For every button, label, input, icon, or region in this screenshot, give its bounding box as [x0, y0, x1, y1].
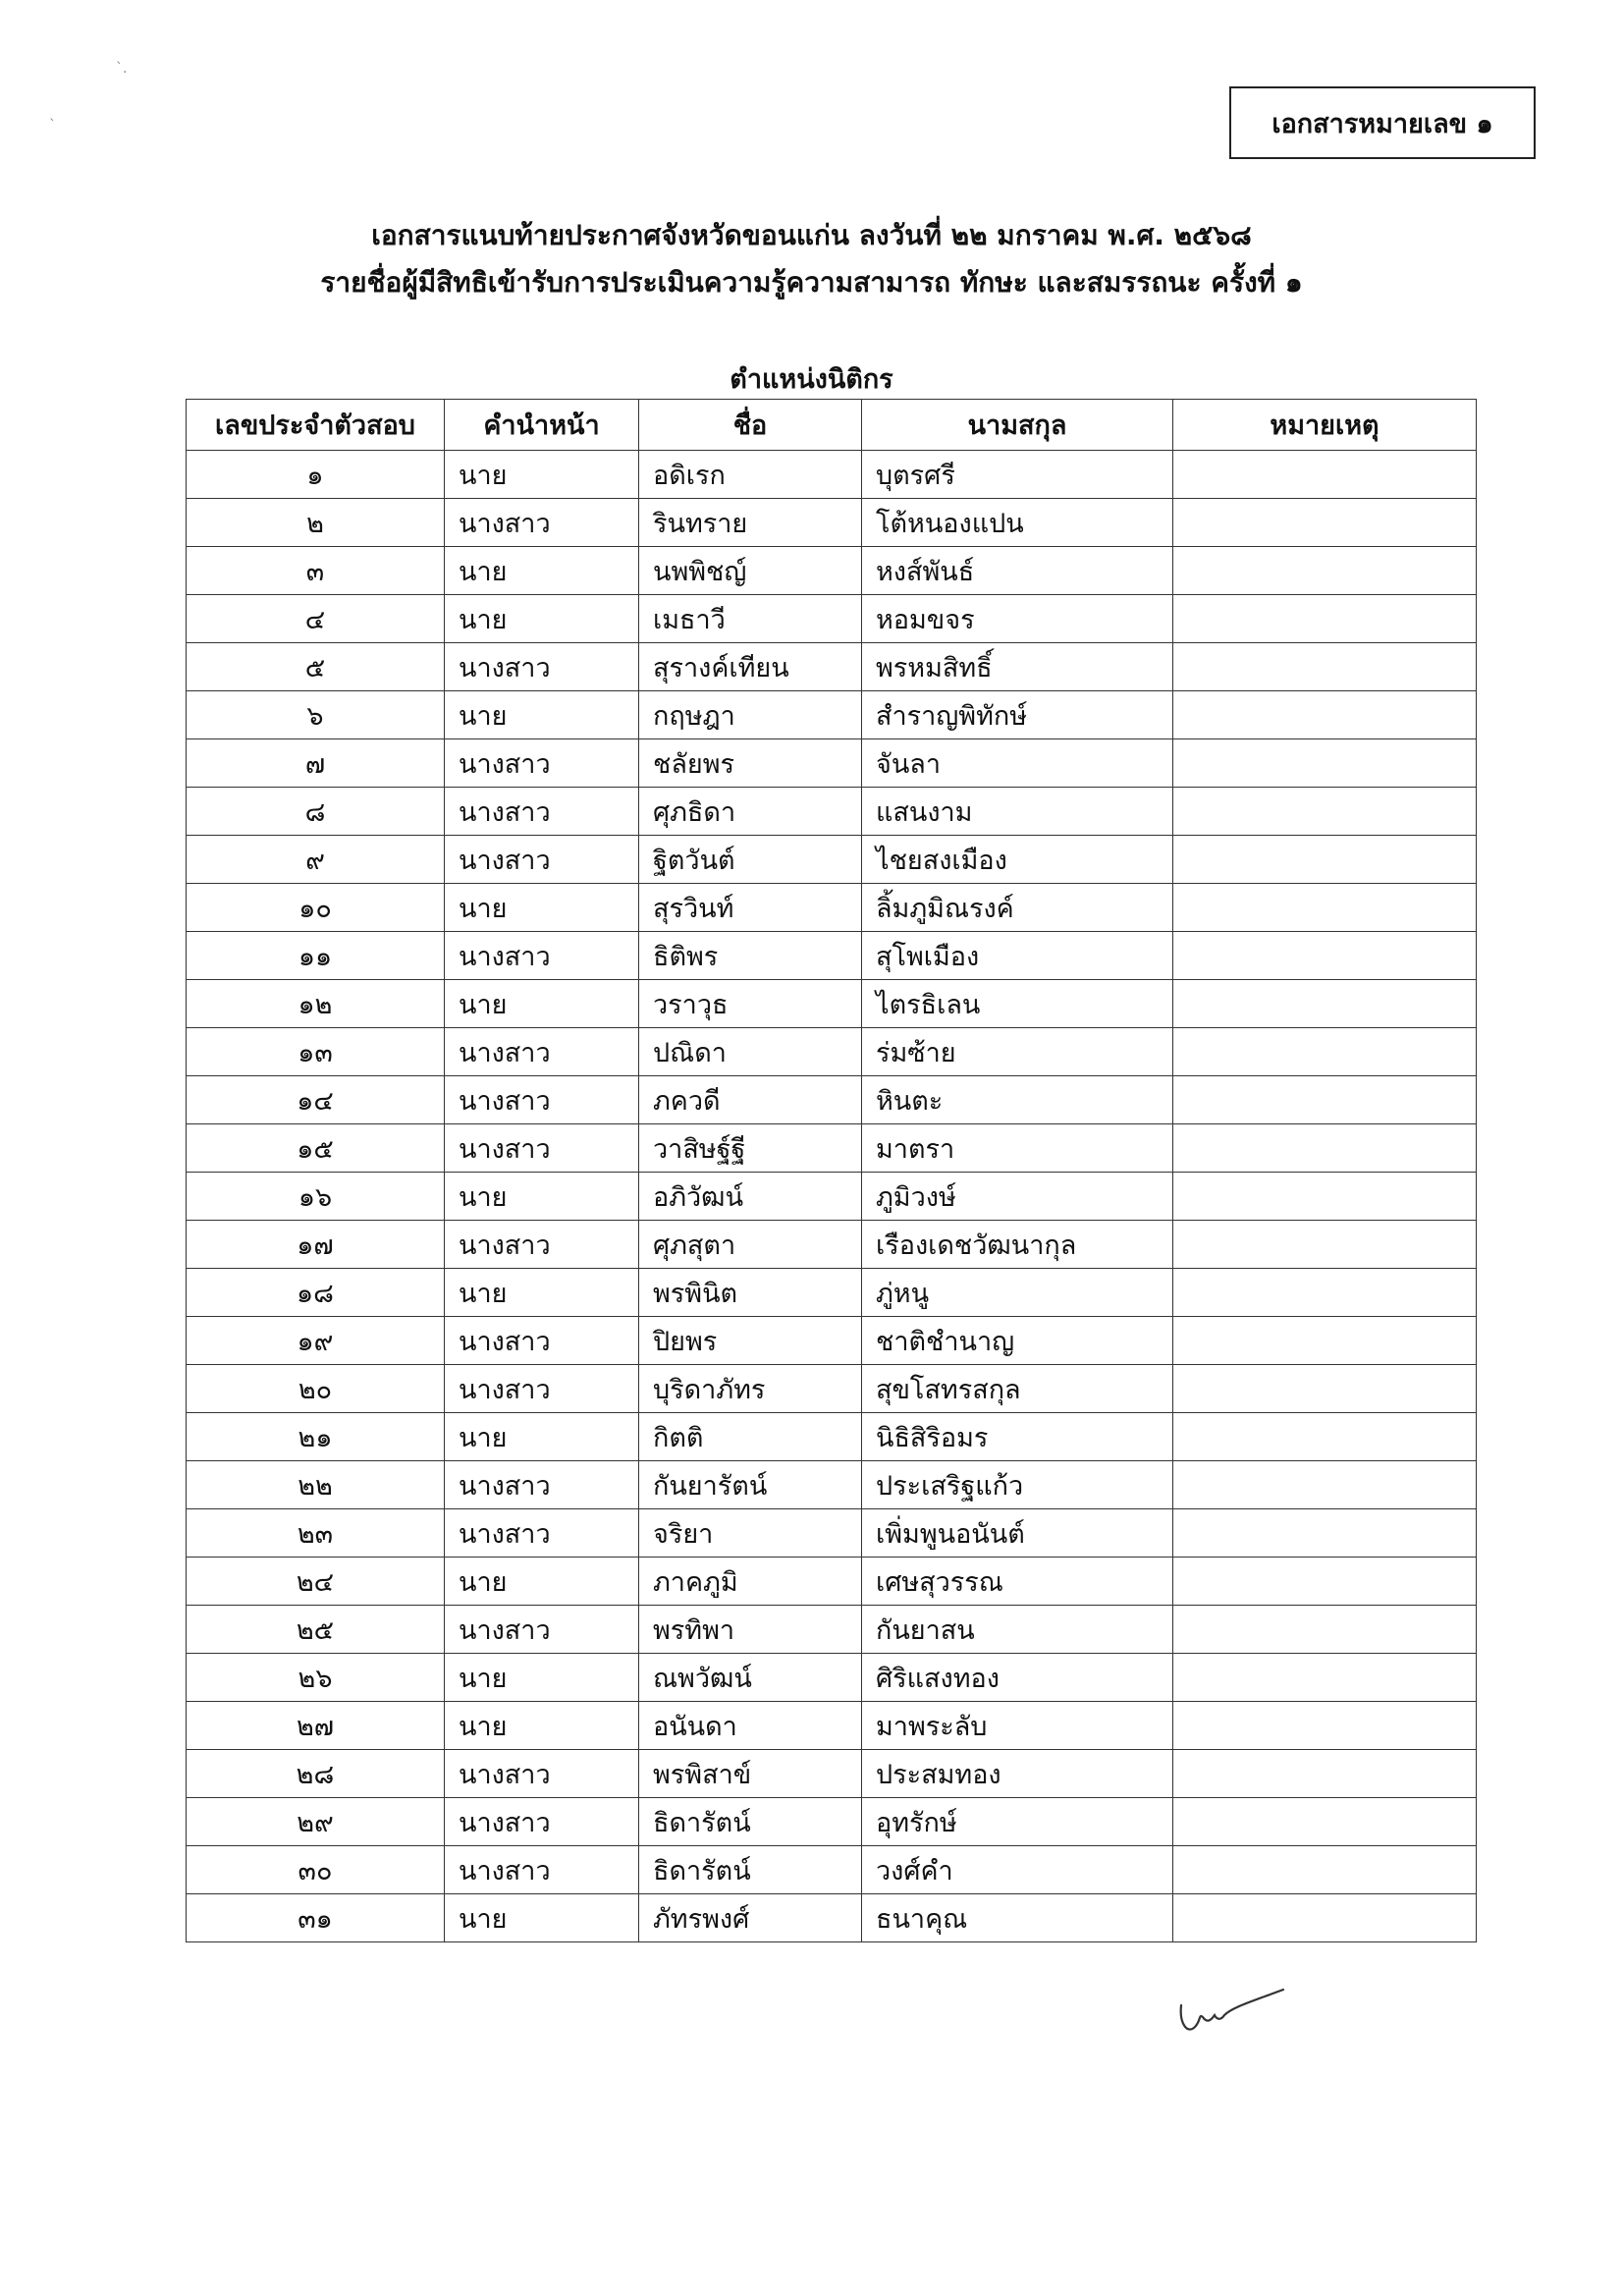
cell-remark — [1173, 1606, 1477, 1654]
cell-remark — [1173, 1221, 1477, 1269]
cell-first-name: ชลัยพร — [639, 739, 862, 788]
cell-last-name: โต้หนองแปน — [862, 499, 1173, 547]
cell-exam-id: ๗ — [187, 739, 445, 788]
cell-prefix: นางสาว — [445, 499, 639, 547]
cell-prefix: นางสาว — [445, 1846, 639, 1894]
cell-prefix: นาย — [445, 1654, 639, 1702]
position-title: ตำแหน่งนิติกร — [730, 364, 893, 395]
table-row — [187, 1702, 1477, 1750]
cell-exam-id: ๒๔ — [187, 1558, 445, 1606]
cell-first-name: พรทิพา — [639, 1606, 862, 1654]
table-row — [187, 1365, 1477, 1413]
cell-exam-id: ๑๐ — [187, 884, 445, 932]
cell-prefix: นางสาว — [445, 1750, 639, 1798]
cell-exam-id: ๙ — [187, 836, 445, 884]
cell-last-name: ไตรธิเลน — [862, 980, 1173, 1028]
cell-last-name: หงส์พันธ์ — [862, 547, 1173, 595]
table-row — [187, 499, 1477, 547]
cell-exam-id: ๕ — [187, 643, 445, 691]
cell-prefix: นางสาว — [445, 1076, 639, 1124]
cell-prefix: นาย — [445, 980, 639, 1028]
cell-first-name: บุริดาภัทร — [639, 1365, 862, 1413]
cell-exam-id: ๒๓ — [187, 1509, 445, 1558]
cell-first-name: ปณิดา — [639, 1028, 862, 1076]
table-row — [187, 1461, 1477, 1509]
table-row — [187, 1750, 1477, 1798]
cell-prefix: นาย — [445, 1894, 639, 1942]
cell-first-name: ภัทรพงศ์ — [639, 1894, 862, 1942]
list-heading: รายชื่อผู้มีสิทธิเข้ารับการประเมินความรู้ความสามารถ ทักษะ และสมรรถนะ ครั้งที่ ๑ — [320, 266, 1303, 299]
table-row — [187, 1413, 1477, 1461]
cell-exam-id: ๑๔ — [187, 1076, 445, 1124]
cell-prefix: นางสาว — [445, 739, 639, 788]
cell-first-name: วราวุธ — [639, 980, 862, 1028]
table-row — [187, 932, 1477, 980]
cell-last-name: ชาติชำนาญ — [862, 1317, 1173, 1365]
table-header-row — [187, 400, 1477, 451]
cell-remark — [1173, 1798, 1477, 1846]
cell-last-name: สุโพเมือง — [862, 932, 1173, 980]
cell-exam-id: ๒๑ — [187, 1413, 445, 1461]
cell-remark — [1173, 547, 1477, 595]
cell-last-name: กันยาสน — [862, 1606, 1173, 1654]
cell-exam-id: ๑๗ — [187, 1221, 445, 1269]
cell-last-name: เศษสุวรรณ — [862, 1558, 1173, 1606]
cell-first-name: ธิดารัตน์ — [639, 1798, 862, 1846]
cell-exam-id: ๓ — [187, 547, 445, 595]
table-row — [187, 884, 1477, 932]
cell-exam-id: ๒๘ — [187, 1750, 445, 1798]
cell-first-name: วาสิษฐ์ฐี — [639, 1124, 862, 1173]
cell-prefix: นางสาว — [445, 1606, 639, 1654]
scan-speck: `. — [116, 61, 128, 77]
table-row — [187, 1221, 1477, 1269]
cell-first-name: ธิติพร — [639, 932, 862, 980]
cell-remark — [1173, 1124, 1477, 1173]
table-row — [187, 1173, 1477, 1221]
table-row — [187, 595, 1477, 643]
cell-first-name: รินทราย — [639, 499, 862, 547]
cell-first-name: อภิวัฒน์ — [639, 1173, 862, 1221]
cell-first-name: ธิดารัตน์ — [639, 1846, 862, 1894]
cell-first-name: พรพินิต — [639, 1269, 862, 1317]
cell-exam-id: ๒๕ — [187, 1606, 445, 1654]
cell-first-name: จริยา — [639, 1509, 862, 1558]
cell-prefix: นางสาว — [445, 788, 639, 836]
cell-exam-id: ๒ — [187, 499, 445, 547]
cell-prefix: นาย — [445, 595, 639, 643]
candidate-table — [186, 399, 1477, 1942]
cell-remark — [1173, 643, 1477, 691]
cell-prefix: นาย — [445, 547, 639, 595]
cell-remark — [1173, 1269, 1477, 1317]
cell-last-name: มาพระลับ — [862, 1702, 1173, 1750]
cell-first-name: ภควดี — [639, 1076, 862, 1124]
table-row — [187, 1558, 1477, 1606]
cell-prefix: นาย — [445, 451, 639, 499]
cell-first-name: ภาคภูมิ — [639, 1558, 862, 1606]
cell-last-name: ประเสริฐแก้ว — [862, 1461, 1173, 1509]
column-header-remark: หมายเหตุ — [1173, 400, 1477, 451]
cell-remark — [1173, 1702, 1477, 1750]
table-row — [187, 1798, 1477, 1846]
column-header-prefix: คำนำหน้า — [445, 400, 639, 451]
cell-first-name: สุรางค์เทียน — [639, 643, 862, 691]
cell-exam-id: ๑๕ — [187, 1124, 445, 1173]
cell-prefix: นางสาว — [445, 1317, 639, 1365]
document-number-label: เอกสารหมายเลข ๑ — [1271, 108, 1493, 139]
column-header-last-name: นามสกุล — [862, 400, 1173, 451]
cell-remark — [1173, 1558, 1477, 1606]
cell-first-name: อนันดา — [639, 1702, 862, 1750]
cell-prefix: นางสาว — [445, 643, 639, 691]
cell-remark — [1173, 1173, 1477, 1221]
table-row — [187, 451, 1477, 499]
cell-first-name: นพพิชญ์ — [639, 547, 862, 595]
table-row — [187, 1269, 1477, 1317]
table-row — [187, 1894, 1477, 1942]
cell-prefix: นางสาว — [445, 932, 639, 980]
cell-first-name: กันยารัตน์ — [639, 1461, 862, 1509]
cell-last-name: นิธิสิริอมร — [862, 1413, 1173, 1461]
cell-last-name: มาตรา — [862, 1124, 1173, 1173]
cell-last-name: ประสมทอง — [862, 1750, 1173, 1798]
cell-prefix: นาย — [445, 1702, 639, 1750]
cell-exam-id: ๒๒ — [187, 1461, 445, 1509]
cell-last-name: สุขโสทรสกุล — [862, 1365, 1173, 1413]
cell-last-name: ธนาคุณ — [862, 1894, 1173, 1942]
cell-remark — [1173, 499, 1477, 547]
cell-last-name: หินตะ — [862, 1076, 1173, 1124]
cell-exam-id: ๓๑ — [187, 1894, 445, 1942]
cell-prefix: นาย — [445, 1558, 639, 1606]
cell-last-name: ลิ้มภูมิณรงค์ — [862, 884, 1173, 932]
cell-exam-id: ๓๐ — [187, 1846, 445, 1894]
cell-prefix: นางสาว — [445, 1221, 639, 1269]
cell-first-name: ณพวัฒน์ — [639, 1654, 862, 1702]
cell-exam-id: ๑๓ — [187, 1028, 445, 1076]
table-row — [187, 788, 1477, 836]
table-row — [187, 836, 1477, 884]
cell-first-name: กิตติ — [639, 1413, 862, 1461]
table-row — [187, 643, 1477, 691]
cell-first-name: เมธาวี — [639, 595, 862, 643]
cell-remark — [1173, 1317, 1477, 1365]
cell-remark — [1173, 836, 1477, 884]
cell-first-name: ฐิตวันต์ — [639, 836, 862, 884]
table-row — [187, 1076, 1477, 1124]
cell-remark — [1173, 980, 1477, 1028]
cell-prefix: นางสาว — [445, 836, 639, 884]
cell-last-name: ศิริแสงทอง — [862, 1654, 1173, 1702]
cell-remark — [1173, 1461, 1477, 1509]
cell-first-name: ศุภสุตา — [639, 1221, 862, 1269]
cell-last-name: จันลา — [862, 739, 1173, 788]
cell-last-name: แสนงาม — [862, 788, 1173, 836]
cell-prefix: นาย — [445, 1413, 639, 1461]
cell-remark — [1173, 1076, 1477, 1124]
cell-prefix: นางสาว — [445, 1461, 639, 1509]
table-row — [187, 1028, 1477, 1076]
cell-exam-id: ๑๘ — [187, 1269, 445, 1317]
table-row — [187, 1509, 1477, 1558]
cell-first-name: กฤษฎา — [639, 691, 862, 739]
table-row — [187, 1846, 1477, 1894]
cell-prefix: นางสาว — [445, 1124, 639, 1173]
cell-prefix: นางสาว — [445, 1509, 639, 1558]
cell-last-name: สำราญพิทักษ์ — [862, 691, 1173, 739]
cell-last-name: พรหมสิทธิ์ — [862, 643, 1173, 691]
cell-exam-id: ๘ — [187, 788, 445, 836]
announcement-heading: เอกสารแนบท้ายประกาศจังหวัดขอนแก่น ลงวันที่ ๒๒ มกราคม พ.ศ. ๒๕๖๘ — [371, 219, 1252, 251]
cell-exam-id: ๖ — [187, 691, 445, 739]
cell-exam-id: ๔ — [187, 595, 445, 643]
cell-remark — [1173, 1509, 1477, 1558]
cell-last-name: วงศ์คำ — [862, 1846, 1173, 1894]
cell-prefix: นางสาว — [445, 1798, 639, 1846]
cell-remark — [1173, 1846, 1477, 1894]
cell-exam-id: ๒๖ — [187, 1654, 445, 1702]
cell-exam-id: ๑๑ — [187, 932, 445, 980]
scan-speck: ` — [49, 118, 56, 134]
cell-remark — [1173, 1654, 1477, 1702]
column-header-exam-id: เลขประจำตัวสอบ — [187, 400, 445, 451]
table-row — [187, 1317, 1477, 1365]
table-row — [187, 980, 1477, 1028]
cell-prefix: นางสาว — [445, 1365, 639, 1413]
cell-exam-id: ๑ — [187, 451, 445, 499]
cell-exam-id: ๒๗ — [187, 1702, 445, 1750]
cell-prefix: นาย — [445, 1173, 639, 1221]
table-row — [187, 1124, 1477, 1173]
cell-remark — [1173, 1750, 1477, 1798]
cell-remark — [1173, 884, 1477, 932]
cell-prefix: นาย — [445, 884, 639, 932]
cell-last-name: ภูมิวงษ์ — [862, 1173, 1173, 1221]
column-header-first-name: ชื่อ — [639, 400, 862, 451]
cell-first-name: ปิยพร — [639, 1317, 862, 1365]
cell-last-name: ภู่หนู — [862, 1269, 1173, 1317]
document-number-box — [1229, 86, 1536, 159]
cell-remark — [1173, 739, 1477, 788]
table-row — [187, 547, 1477, 595]
cell-remark — [1173, 691, 1477, 739]
cell-prefix: นาย — [445, 691, 639, 739]
cell-last-name: ไชยสงเมือง — [862, 836, 1173, 884]
table-row — [187, 1606, 1477, 1654]
cell-remark — [1173, 1028, 1477, 1076]
cell-prefix: นางสาว — [445, 1028, 639, 1076]
cell-remark — [1173, 932, 1477, 980]
cell-remark — [1173, 1365, 1477, 1413]
cell-last-name: หอมขจร — [862, 595, 1173, 643]
cell-remark — [1173, 1894, 1477, 1942]
cell-last-name: บุตรศรี — [862, 451, 1173, 499]
handwritten-signature — [1173, 1984, 1291, 2052]
table-row — [187, 691, 1477, 739]
cell-remark — [1173, 595, 1477, 643]
cell-last-name: ร่มซ้าย — [862, 1028, 1173, 1076]
cell-first-name: พรพิสาข์ — [639, 1750, 862, 1798]
cell-exam-id: ๑๒ — [187, 980, 445, 1028]
cell-last-name: เพิ่มพูนอนันต์ — [862, 1509, 1173, 1558]
cell-last-name: อุทรักษ์ — [862, 1798, 1173, 1846]
cell-first-name: อดิเรก — [639, 451, 862, 499]
cell-exam-id: ๒๐ — [187, 1365, 445, 1413]
cell-exam-id: ๑๙ — [187, 1317, 445, 1365]
cell-exam-id: ๑๖ — [187, 1173, 445, 1221]
cell-remark — [1173, 788, 1477, 836]
cell-last-name: เรืองเดชวัฒนากุล — [862, 1221, 1173, 1269]
cell-exam-id: ๒๙ — [187, 1798, 445, 1846]
cell-prefix: นาย — [445, 1269, 639, 1317]
cell-remark — [1173, 451, 1477, 499]
table-row — [187, 739, 1477, 788]
cell-remark — [1173, 1413, 1477, 1461]
table-body — [187, 451, 1477, 1942]
table-row — [187, 1654, 1477, 1702]
cell-first-name: ศุภธิดา — [639, 788, 862, 836]
cell-first-name: สุรวินท์ — [639, 884, 862, 932]
